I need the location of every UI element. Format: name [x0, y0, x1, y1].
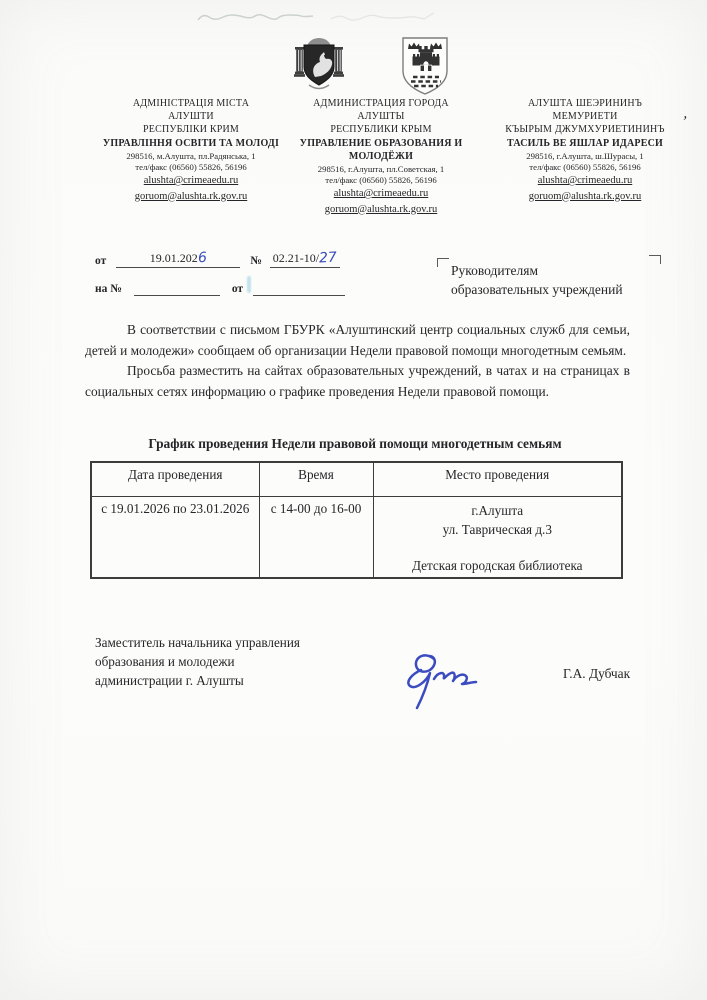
org-line: АЛУШТА ШЕЭРИНИНЪ: [527, 98, 642, 109]
body-paragraph: Просьба разместить на сайтах образовательных учреждений, в чатах и на страницах в социальных сетях информацию о графике проведения Недели правовой помощи.: [85, 363, 630, 399]
org-address: 298516, г.Алушта, пл.Советская, 1: [317, 164, 445, 174]
org-department: УПРАВЛЕНИЕ ОБРАЗОВАНИЯ И МОЛОДЁЖИ: [299, 138, 463, 162]
number-handwritten: 27: [318, 249, 338, 267]
crimea-coat-of-arms-icon: [291, 35, 347, 93]
letterhead-column-russian: [290, 97, 472, 217]
body-paragraph: В соответствии с письмом ГБУРК «Алуштинский центр социальных служб для семьи, детей и молодежи» сообщаем об организации Недели правовой помощи многодетным семьям.: [85, 322, 630, 358]
header-time: Время: [259, 462, 373, 497]
signer-position-line: образования и молодежи: [95, 654, 235, 669]
reference-line-reply: [95, 278, 345, 296]
addressee-line: Руководителям: [451, 263, 538, 278]
org-email: alushta@crimeaedu.ru: [143, 175, 239, 186]
org-line: РЕСПУБЛІКИ КРИМ: [143, 124, 239, 135]
schedule-table: [90, 461, 623, 579]
letterhead-column-crimean-tatar: [478, 97, 692, 204]
reply-from-label: от: [231, 283, 244, 295]
cell-place: [373, 497, 622, 579]
org-line: АДМІНІСТРАЦІЯ МІСТА: [132, 98, 250, 109]
org-line: АЛУШТИ: [168, 111, 214, 122]
org-line: МЕМУРИЕТИ: [552, 111, 618, 122]
place-line: Детская городская библиотека: [411, 558, 583, 573]
handwritten-signature-icon: [398, 646, 506, 716]
letter-body: [85, 320, 630, 402]
number-printed: 02.21-10/: [272, 251, 320, 265]
table-header-row: [91, 462, 622, 497]
place-line: г.Алушта: [471, 503, 524, 518]
signer-name: Г.А. Дубчак: [563, 666, 631, 681]
org-email: goruom@alushta.rk.gov.ru: [134, 190, 248, 202]
stray-ink-mark: ’: [680, 113, 689, 131]
org-address: 298516, м.Алушта, пл.Радянська, 1: [126, 151, 256, 161]
date-handwritten: 6: [197, 249, 208, 267]
reply-date-field-empty: [253, 278, 345, 296]
org-line: АДМИНИСТРАЦИЯ ГОРОДА: [313, 98, 449, 109]
number-field: [270, 250, 340, 268]
pencil-scrawl-icon: [196, 7, 466, 29]
addressee-corner-left-mark: [437, 258, 449, 267]
blue-smudge-artifact: [247, 276, 251, 293]
addressee-line: образовательных учреждений: [451, 281, 623, 297]
date-field: [116, 250, 240, 268]
cell-date: с 19.01.2026 по 23.01.2026: [91, 497, 259, 579]
org-email: alushta@crimeaedu.ru: [537, 175, 633, 186]
org-email: alushta@crimeaedu.ru: [333, 188, 429, 199]
org-department: ТАСИЛЬ ВЕ ЯШЛАР ИДАРЕСИ: [506, 138, 664, 149]
addressee-block: [451, 262, 661, 299]
org-email: goruom@alushta.rk.gov.ru: [324, 203, 438, 215]
header-place: Место проведения: [373, 462, 622, 497]
reply-label: на №: [95, 283, 122, 295]
date-printed: 19.01.202: [149, 251, 198, 265]
org-line: РЕСПУБЛИКИ КРЫМ: [330, 124, 432, 135]
cell-time: с 14-00 до 16-00: [259, 497, 373, 579]
schedule-title: График проведения Недели правовой помощи многодетным семьям: [148, 436, 562, 451]
signer-position: [95, 633, 300, 690]
reply-number-field-empty: [134, 278, 220, 296]
signer-position-line: администрации г. Алушты: [95, 673, 244, 688]
org-address: 298516, г.Алушта, ш.Шурасы, 1: [526, 151, 644, 161]
reference-line-out: [95, 250, 340, 268]
alushta-castle-coat-of-arms-icon: [396, 33, 454, 101]
letterhead-column-ukrainian: [85, 97, 297, 204]
signer-position-line: Заместитель начальника управления: [95, 635, 300, 650]
org-email: goruom@alushta.rk.gov.ru: [528, 190, 642, 202]
org-line: КЪЫРЫМ ДЖУМХУРИЕТИНИНЪ: [505, 124, 665, 135]
org-department: УПРАВЛІННЯ ОСВІТИ ТА МОЛОДІ: [102, 138, 280, 149]
org-line: АЛУШТЫ: [357, 111, 405, 122]
header-date: Дата проведения: [91, 462, 259, 497]
place-spacer: [376, 539, 620, 556]
place-line: ул. Таврическая д.3: [442, 522, 552, 537]
table-row: [91, 497, 622, 579]
number-sign: №: [250, 255, 262, 267]
org-phone: тел/факс (06560) 55826, 56196: [325, 175, 437, 185]
org-phone: тел/факс (06560) 55826, 56196: [529, 162, 641, 172]
from-label: от: [95, 255, 107, 267]
org-phone: тел/факс (06560) 55826, 56196: [135, 162, 247, 172]
